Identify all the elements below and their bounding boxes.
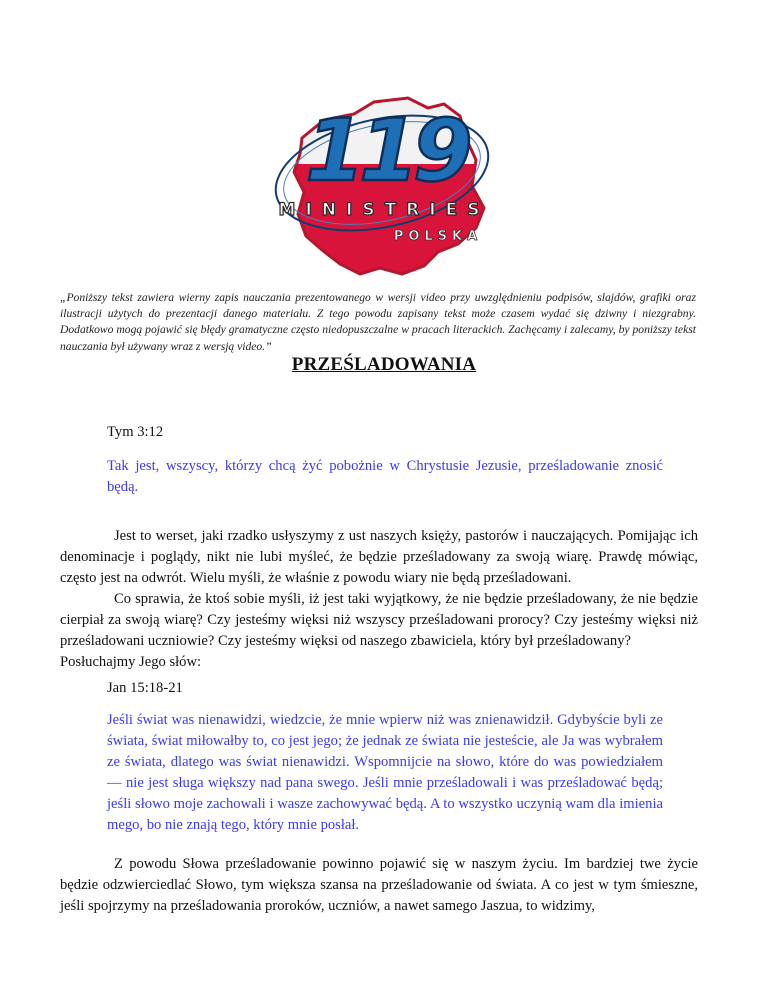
scripture-quote-tym: Tak jest, wszyscy, którzy chcą żyć pobożnie w Chrystusie Jezusie, prześladowanie znosić będą.	[107, 458, 663, 495]
scripture-quote-jan: Jeśli świat was nienawidzi, wiedzcie, że mnie wpierw niż was znienawidził. Gdybyście byli ze świata, świat miłowałby to, co jest jego; że jednak ze świata nie jesteście, ale Ja was wybrałem ze świata, dlatego was świat nienawidzi. Wspomnijcie na słowo, które do was powiedziałem — nie jest sługa większy nad pana swego. Jeśli mnie prześladowali i was prześladować będą; jeśli słowo moje zachowali i wasze zachowywać będą. A to wszystko uczynią wam dla imienia mego, bo nie znają tego, który mnie posłał.	[107, 712, 663, 833]
paragraph-3: Posłuchajmy Jego słów:	[60, 654, 202, 670]
body-text-continued	[60, 854, 698, 917]
svg-text:MINISTRIES: MINISTRIES	[278, 200, 490, 220]
ministry-logo	[262, 68, 502, 290]
video-disclaimer: „Poniższy tekst zawiera wierny zapis nauczania prezentowanego w wersji video przy uwzględnieniu podpisów, slajdów, grafiki oraz ilustracji użytych do prezentacji danego materiału. Z tego powodu zapisany tekst może czasem wydać się dziwny i niezgrabny. Dodatkowo mogą pojawić się błędy gramatyczne często niedopuszczalne w pracach literackich. Zachęcamy i zalecamy, by poniższy tekst nauczania był używany wraz z wersją video.”	[60, 291, 696, 353]
body-text-intro	[60, 526, 698, 673]
paragraph-1: Jest to werset, jaki rzadko usłyszymy z ust naszych księży, pastorów i nauczających. Pomijając ich denominacje i poglądy, nikt nie lubi myśleć, że będzie prześladowany za swoją wiarę. Prawdę mówiąc, często jest na odwrót. Wielu myśli, że właśnie z powodu wiary nie będą prześladowani.	[60, 528, 698, 586]
scripture-reference-jan: Jan 15:18-21	[107, 680, 183, 696]
scripture-reference-tym: Tym 3:12	[107, 424, 164, 440]
page-title: PRZEŚLADOWANIA	[291, 354, 477, 375]
paragraph-4: Z powodu Słowa prześladowanie powinno pojawić się w naszym życiu. Im bardziej twe życie będzie odzwierciedlać Słowo, tym większa szansa na prześladowanie od świata. A co jest w tym śmieszne, jeśli spojrzymy na prześladowania proroków, uczniów, a nawet samego Jaszua, to widzimy,	[60, 856, 698, 914]
svg-text:119: 119	[305, 101, 467, 201]
poland-map-logo-icon	[262, 68, 502, 290]
svg-text:POLSKA: POLSKA	[393, 229, 483, 244]
paragraph-2: Co sprawia, że ktoś sobie myśli, iż jest taki wyjątkowy, że nie będzie prześladowany, że nie będzie cierpiał za swoją wiarę? Czy jesteśmy więksi niż wszyscy prześladowani prorocy? Czy jesteśmy więksi niż prześladowani uczniowie? Czy jesteśmy więksi od naszego zbawiciela, który był prześladowany?	[60, 591, 698, 649]
